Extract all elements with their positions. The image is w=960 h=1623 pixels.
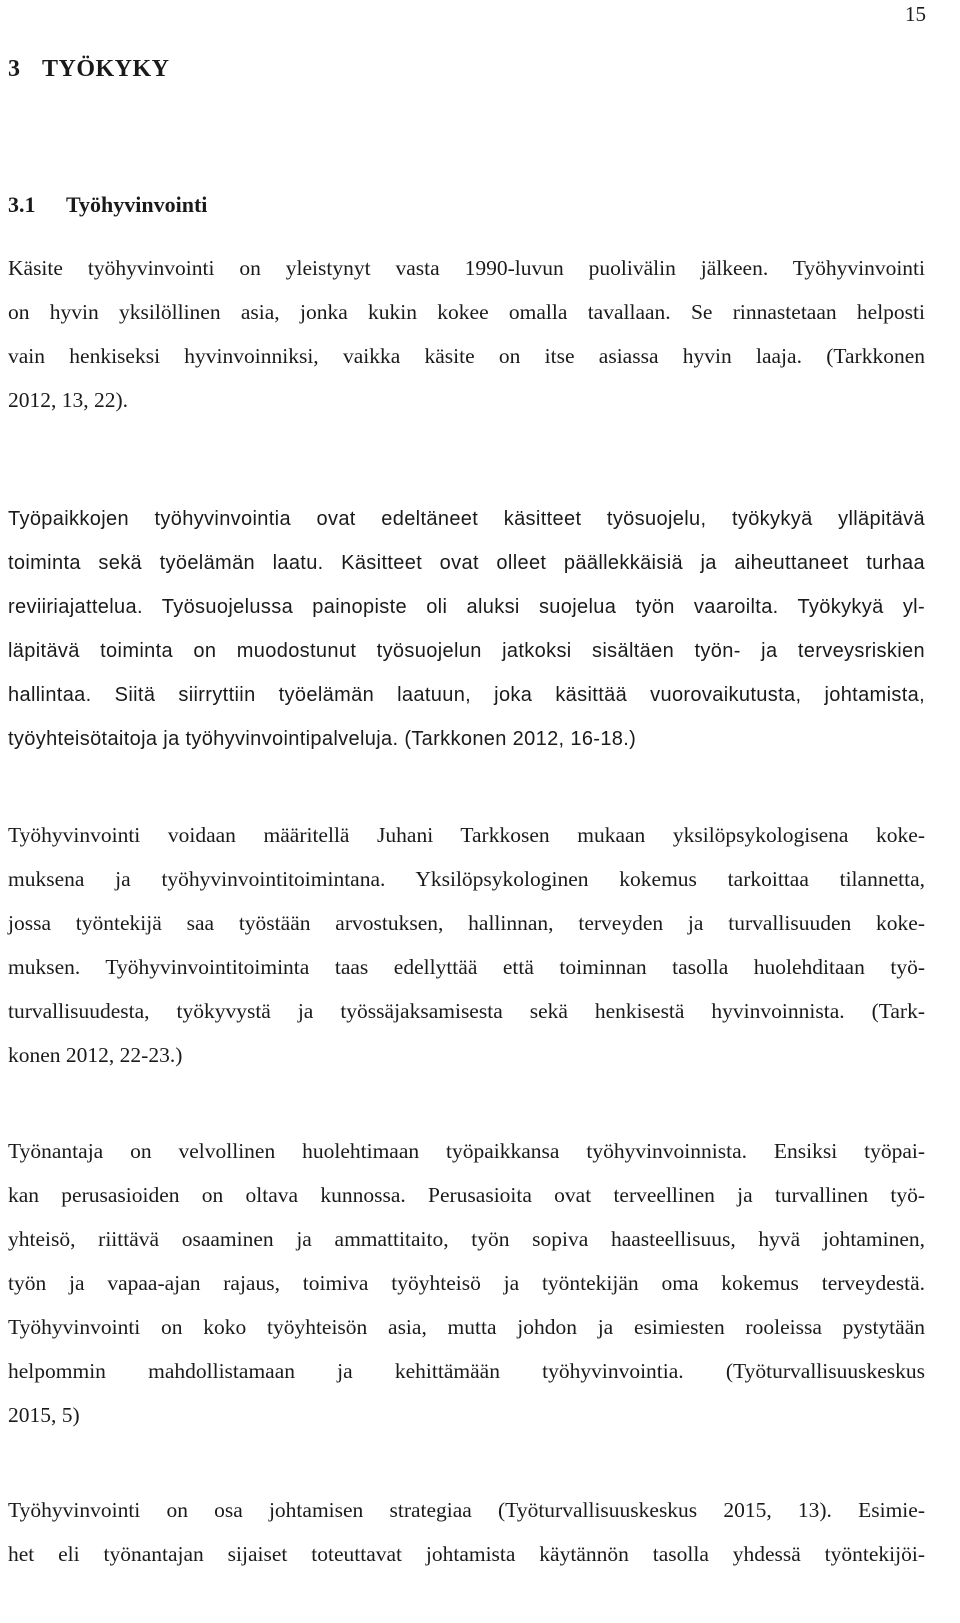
paragraph-line: 2012, 13, 22). bbox=[8, 388, 129, 412]
paragraph-line: on hyvin yksilöllinen asia, jonka kukin kokee omalla tavallaan. Se rinnastetaan helposti bbox=[8, 300, 925, 324]
paragraph-line: het eli työnantajan sijaiset toteuttavat johtamista käytännön tasolla yhdessä työntekijöi- bbox=[8, 1542, 925, 1566]
section-heading bbox=[8, 192, 207, 218]
paragraph-line: työyhteisötaitoja ja työhyvinvointipalveluja. (Tarkkonen 2012, 16-18.) bbox=[8, 728, 637, 750]
paragraph-line: helpommin mahdollistamaan ja kehittämään työhyvinvointia. (Työturvallisuuskeskus bbox=[8, 1359, 925, 1383]
chapter-title: TYÖKYKY bbox=[42, 56, 170, 82]
paragraph-5 bbox=[8, 1488, 925, 1576]
paragraph-line: Työhyvinvointi voidaan määritellä Juhani Tarkkosen mukaan yksilöpsykologisena koke- bbox=[8, 823, 925, 847]
paragraph-line: työn ja vapaa-ajan rajaus, toimiva työyhteisö ja työntekijän oma kokemus terveydestä. bbox=[8, 1271, 925, 1295]
paragraph-1 bbox=[8, 246, 925, 422]
chapter-number: 3 bbox=[8, 56, 21, 82]
paragraph-line: Työhyvinvointi on koko työyhteisön asia, mutta johdon ja esimiesten rooleissa pystytään bbox=[8, 1315, 925, 1339]
paragraph-line: turvallisuudesta, työkyvystä ja työssäjaksamisesta sekä henkisestä hyvinvoinnista. (Tark- bbox=[8, 999, 925, 1023]
section-title: Työhyvinvointi bbox=[66, 192, 208, 217]
paragraph-line: 2015, 5) bbox=[8, 1403, 80, 1427]
page-number: 15 bbox=[905, 2, 926, 26]
paragraph-line: konen 2012, 22-23.) bbox=[8, 1043, 183, 1067]
paragraph-line: yhteisö, riittävä osaaminen ja ammattitaito, työn sopiva haasteellisuus, hyvä johtaminen, bbox=[8, 1227, 925, 1251]
paragraph-line: vain henkiseksi hyvinvoinniksi, vaikka käsite on itse asiassa hyvin laaja. (Tarkkonen bbox=[8, 344, 925, 368]
paragraph-line: Työhyvinvointi on osa johtamisen strategiaa (Työturvallisuuskeskus 2015, 13). Esimie- bbox=[8, 1498, 925, 1522]
paragraph-line: muksen. Työhyvinvointitoiminta taas edellyttää että toiminnan tasolla huolehditaan työ- bbox=[8, 955, 925, 979]
paragraph-line: reviiriajattelua. Työsuojelussa painopiste oli aluksi suojelua työn vaaroilta. Työkykyä yl- bbox=[8, 596, 925, 618]
paragraph-line: toiminta sekä työelämän laatu. Käsitteet ovat olleet päällekkäisiä ja aiheuttaneet turhaa bbox=[8, 552, 925, 574]
paragraph-2 bbox=[8, 497, 925, 761]
section-number: 3.1 bbox=[8, 192, 36, 217]
chapter-heading bbox=[8, 56, 170, 83]
paragraph-line: Työnantaja on velvollinen huolehtimaan työpaikkansa työhyvinvoinnista. Ensiksi työpai- bbox=[8, 1139, 925, 1163]
paragraph-line: Käsite työhyvinvointi on yleistynyt vasta 1990-luvun puolivälin jälkeen. Työhyvinvointi bbox=[8, 256, 925, 280]
paragraph-3 bbox=[8, 813, 925, 1077]
paragraph-line: jossa työntekijä saa työstään arvostuksen, hallinnan, terveyden ja turvallisuuden koke- bbox=[8, 911, 925, 935]
paragraph-line: muksena ja työhyvinvointitoimintana. Yksilöpsykologinen kokemus tarkoittaa tilannetta, bbox=[8, 867, 925, 891]
paragraph-line: hallintaa. Siitä siirryttiin työelämän laatuun, joka käsittää vuorovaikutusta, johtamista, bbox=[8, 684, 925, 706]
paragraph-4 bbox=[8, 1129, 925, 1437]
paragraph-line: läpitävä toiminta on muodostunut työsuojelun jatkoksi sisältäen työn- ja terveysriskien bbox=[8, 640, 925, 662]
paragraph-line: Työpaikkojen työhyvinvointia ovat edeltäneet käsitteet työsuojelu, työkykyä ylläpitävä bbox=[8, 508, 925, 530]
paragraph-line: kan perusasioiden on oltava kunnossa. Perusasioita ovat terveellinen ja turvallinen työ- bbox=[8, 1183, 925, 1207]
